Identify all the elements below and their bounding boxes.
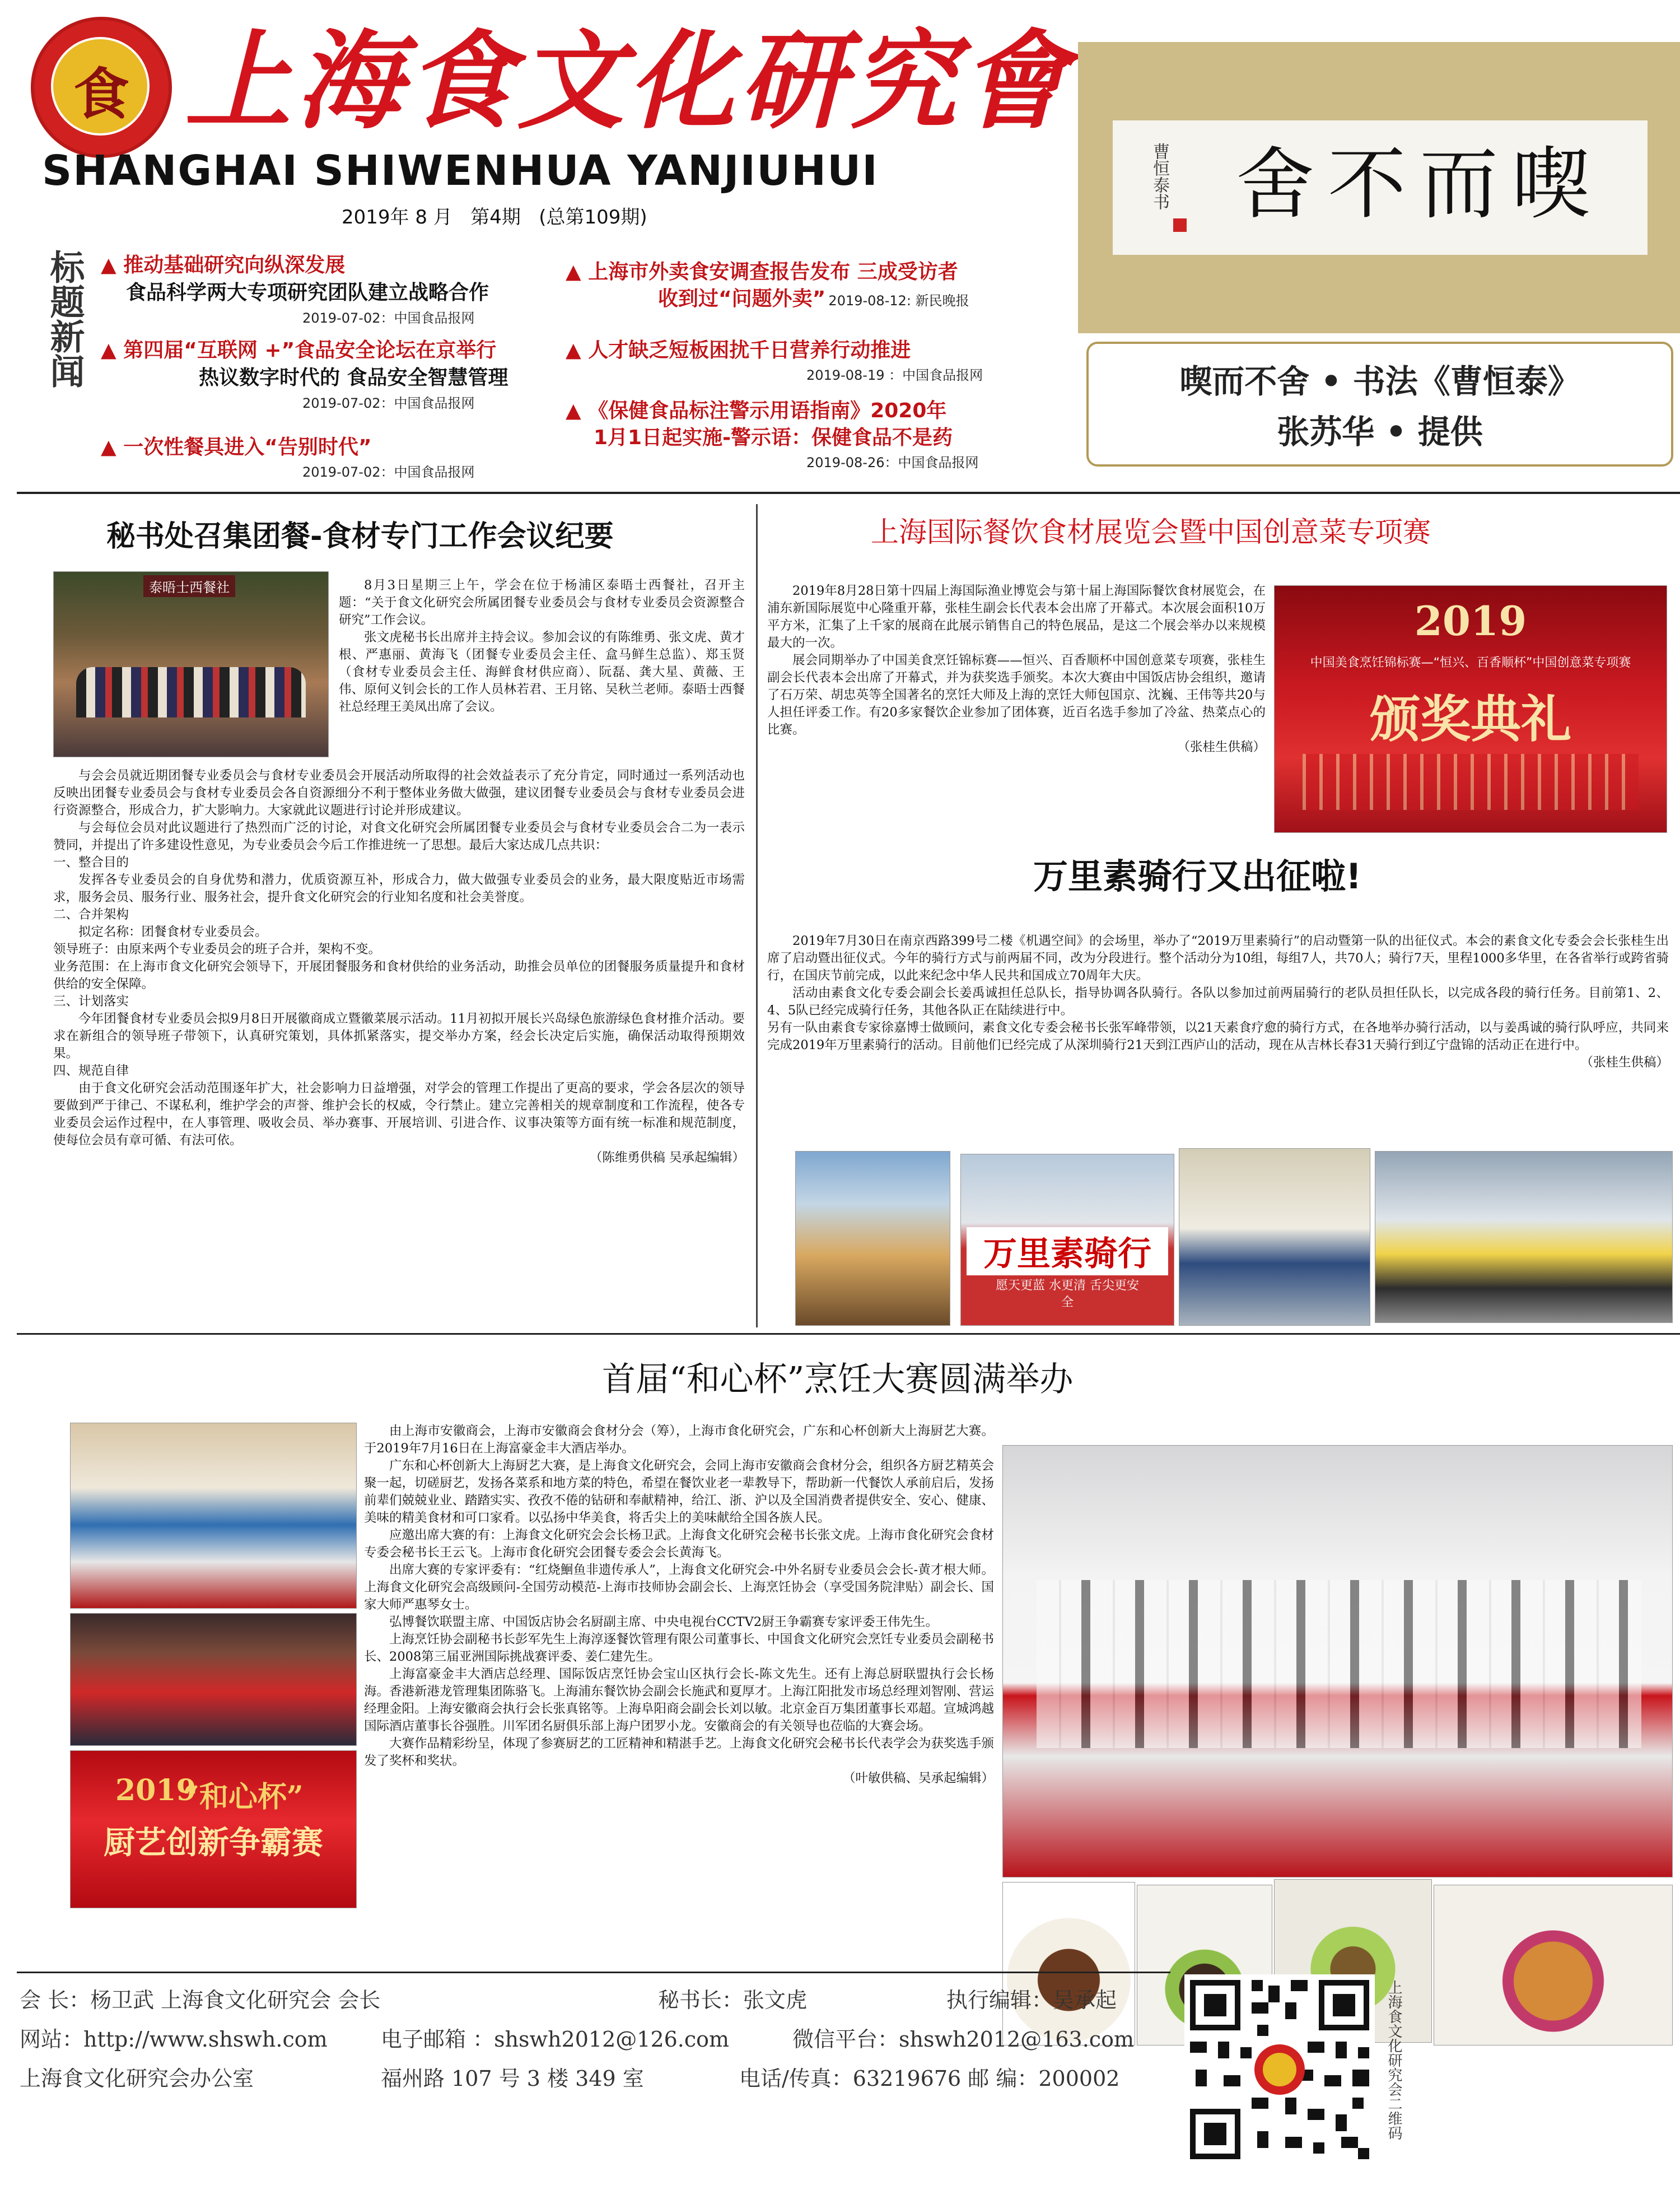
qr-code-icon[interactable] — [1184, 1974, 1375, 2165]
article4-photo-dish-4 — [1434, 1885, 1673, 2045]
footer-website[interactable]: 网站：http://www.shswh.com — [20, 2027, 328, 2052]
article3-banner-sub: 愿天更蓝 水更清 舌尖更安全 — [996, 1279, 1139, 1310]
article4-photo-group-red — [70, 1613, 357, 1746]
headline-left-1[interactable]: ▲ 推动基础研究向纵深发展 食品科学两大专项研究团队建立战略合作 2019-07-02：中国食品报网 — [101, 254, 489, 326]
headline-news-label: 标题新闻 — [44, 249, 85, 388]
calligraphy-seal-text: 曹恒泰书 — [1150, 143, 1169, 210]
article3-banner-text: 万里素骑行 — [967, 1227, 1168, 1275]
calligraphy-artwork: 喫而不舍 — [1236, 139, 1604, 230]
article1-body: 与会会员就近期团餐专业委员会与食材专业委员会开展活动所取得的社会效益表示了充分肯定，同时通过一系列活动也反映出团餐专业委员会与食材专业委员会各自资源细分不利于整体业务做大做强，建议团餐专业委员会与食材专业委员会进行资源整合，形成合力，扩大影响力。大家就此议题进行讨论并形成建议。 与会每位会员对此议题进行了热烈而广泛的讨论，对食文化研究会所属团餐专业委员会与食材专业委员会合二为一表示赞同，并提出了许多建设性意见，为专业委员会今后工作推进统一了思想。最后大家达成几点共识： 一、整合目的 发挥各专业委员会的自身优势和潜力，优质资源互补，形成合力，做大做强专业委员会的业务，最大限度贴近市场需求，服务会员、服务行业、服务社会，提升食文化研究会的行业知名度和社会美誉度。 二、合并架构 拟定名称：团餐食材专业委员会。 领导班子：由原来两个专业委员会的班子合并，架构不变。 业务范围：在上海市食文化研究会领导下，开展团餐服务和食材供给的业务活动，助推会员单位的团餐服务质量提升和食材供给的安全保障。 三、计划落实 今年团餐食材专业委员会拟9月8日开展徽商成立暨徽菜展示活动。11月初拟开展长兴岛绿色旅游绿色食材推介活动。要求在新组合的领导班子带领下，认真研究策划，具体抓紧落实，提交举办方案，经会长决定后实施，确保活动取得预期效果。 四、规范自律 由于食文化研究会活动范围逐年扩大，社会影响力日益增强，对学会的管理工作提出了更高的要求，学会各层次的领导要做到严于律己、不谋私利，维护学会的声誉、维护会长的权威，令行禁止。建立完善相关的规章制度和工作流程，使各专业委员会运作过程中，在人事管理、吸收会员、举办赛事、开展培训、引进合作、议事决策等方面有统一标准和规范制度，使每位会员有章可循、有法可依。 （陈维勇供稿 吴承起编辑） — [53, 768, 745, 1165]
article3-title: 万里素骑行又出征啦! — [1033, 856, 1362, 897]
article1-photo-sign: 泰晤士西餐社 — [143, 575, 235, 597]
article2-photo-year: 2019 — [1414, 597, 1527, 645]
issue-line: 2019年 8 月 第4期 (总第109期) — [342, 206, 647, 229]
qr-code-graphic — [1184, 1974, 1375, 2165]
article2-photo-title: 颁奖典礼 — [1370, 689, 1571, 749]
article4-photo-award — [70, 1423, 357, 1609]
article4-title: 首届“和心杯”烹饪大赛圆满举办 — [602, 1360, 1074, 1399]
article3-body: 2019年7月30日在南京西路399号二楼《机遇空间》的会场里，举办了“2019万里素骑行”的启动暨第一队的出征仪式。本会的素食文化专委会会长张桂生出席了启动暨出征仪式。今年的骑行方式与前两届不同，改为分段进行。整个活动分为10组，每组7人，共70人；骑行7天，里程1000多华里，在各省举行或跨省骑行，在国庆节前完成，以此来纪念中华人民共和国成立70周年大庆。 活动由素食文化专委会副会长姜禹诚担任总队长，指导协调各队骑行。各队以参加过前两届骑行的老队员担任队长，以完成各段的骑行任务。目前第1、2、4、5队已经完成骑行任务，其他各队正在陆续进行中。 另有一队由素食专家徐嘉博士做顾问，素食文化专委会秘书长张军峰带领，以21天素食疗愈的骑行方式，在各地举办骑行活动，以与姜禹诚的骑行队呼应，共同来完成2019年万里素骑行的活动。目前他们已经完成了从深圳骑行21天到江西庐山的活动，现在从吉林长春31天骑行到辽宁盘锦的活动正在进行中。 （张桂生供稿） — [767, 934, 1669, 1070]
masthead-title-cn: 上海食文化研究會 — [185, 18, 1072, 143]
logo-char: 食 — [73, 62, 129, 127]
masthead-title-en: SHANGHAI SHIWENHUA YANJIUHUI — [42, 147, 879, 195]
footer-address: 福州路 107 号 3 楼 349 室 — [381, 2066, 644, 2091]
footer-wechat[interactable]: 微信平台：shswh2012@163.com — [792, 2027, 1134, 2052]
article4-photo-backdrop — [70, 1750, 357, 1908]
footer-secretary: 秘书长：张文虎 — [658, 1988, 808, 2012]
logo-seal — [31, 17, 172, 158]
footer-president: 会 长：杨卫武 上海食文化研究会 会长 — [20, 1988, 381, 2012]
calligraphy-frame — [1078, 42, 1680, 333]
qr-label: 上海食文化研究会二维码 — [1385, 1980, 1402, 2140]
divider-footer — [17, 1972, 1170, 1973]
footer-email[interactable]: 电子邮箱 ：shswh2012@126.com — [381, 2027, 730, 2052]
calligraphy-caption-1: 喫而不舍 • 书法《曹恒泰》 — [1179, 362, 1580, 400]
article4-photo-dish-1 — [1002, 1882, 1135, 2045]
article4-photo-title2: 厨艺创新争霸赛 — [104, 1824, 323, 1861]
divider-middle — [17, 1333, 1680, 1335]
article1-intro: 8月3日星期三上午，学会在位于杨浦区泰晤士西餐社，召开主题：“关于食文化研究会所属团餐专业委员会与食材专业委员会资源整合研究”工作会议。 张文虎秘书长出席并主持会议。参加会议的有陈维勇、张文虎、黄才根、严惠丽、黄海飞（团餐专业委员会主任、盒马鲜生总监）、郑玉贤（食材专业委员会主任、海鲜食材供应商）、阮磊、龚大星、黄薇、王伟、原何义钊会长的工作人员林若君、王月铭、吴秋兰老师。泰晤士西餐社总经理王美凤出席了会议。 — [339, 578, 745, 714]
divider-top — [17, 492, 1680, 494]
calligraphy-caption-2: 张苏华 • 提供 — [1277, 413, 1483, 451]
article2-body: 2019年8月28日第十四届上海国际渔业博览会与第十届上海国际餐饮食材展览会，在浦东新国际展览中心隆重开幕，张桂生副会长代表本会出席了开幕式。本次展会面积10万平方米，汇集了上千家的展商在此展示销售自己的特色展品，是这二个展会举办以来规模最大的一次。 展会同期举办了中国美食烹饪锦标赛——恒兴、百香顺杯中国创意菜专项赛，张桂生副会长代表本会出席了开幕式，并为获奖选手颁奖。本次大赛由中国饭店协会组织，邀请了石万荣、胡忠英等全国著名的烹饪大师及上海的烹饪大师包国京、沈巍、王伟等共20与人担任评委工作。有20多家餐饮企业参加了团体赛，近百名选手参加了冷盆、热菜点心的比赛。 （张桂生供稿） — [767, 584, 1266, 754]
headline-left-3[interactable]: ▲ 一次性餐具进入“告别时代” 2019-07-02：中国食品报网 — [101, 436, 475, 480]
headline-left-2[interactable]: ▲ 第四届“互联网 +”食品安全论坛在京举行 热议数字时代的 食品安全智慧管理 2019-07-02：中国食品报网 — [101, 339, 508, 411]
article2-photo-banner: 中国美食烹饪锦标赛—“恒兴、百香顺杯”中国创意菜专项赛 — [1310, 656, 1631, 670]
article2-title: 上海国际餐饮食材展览会暨中国创意菜专项赛 — [871, 516, 1431, 548]
article3-photo-4 — [1375, 1151, 1673, 1323]
article3-photo-banner — [960, 1154, 1174, 1326]
article3-photo-1 — [795, 1151, 950, 1326]
article4-photo-title1: “和心杯” — [183, 1780, 304, 1814]
calligraphy-paper — [1113, 120, 1648, 255]
calligraphy-caption-box — [1086, 342, 1673, 467]
footer-phone: 电话/传真：63219676 邮 编：200002 — [739, 2066, 1120, 2091]
article2-award-photo — [1274, 585, 1667, 833]
article1-group-photo — [53, 571, 329, 757]
footer-editor: 执行编辑：吴承起 — [946, 1988, 1117, 2012]
article4-photo-chefs — [1002, 1445, 1673, 1877]
article1-title: 秘书处召集团餐-食材专门工作会议纪要 — [106, 520, 614, 553]
column-divider — [756, 504, 758, 1327]
article4-photo-year: 2019 — [115, 1773, 197, 1807]
red-seal-icon — [1173, 218, 1187, 232]
headline-right-3[interactable]: ▲ 《保健食品标注警示用语指南》2020年 1月1日起实施-警示语：保健食品不是药 2019-08-26：中国食品报网 — [566, 399, 979, 470]
headline-right-1[interactable]: ▲ 上海市外卖食安调查报告发布 三成受访者 收到过“问题外卖” 2019-08-12: 新民晚报 — [566, 260, 969, 310]
headline-right-2[interactable]: ▲ 人才缺乏短板困扰千日营养行动推进 2019-08-19 ：中国食品报网 — [566, 339, 983, 383]
article4-body: 由上海市安徽商会，上海市安徽商会食材分会（筹），上海市食化研究会，广东和心杯创新大上海厨艺大赛。于2019年7月16日在上海富豪金丰大酒店举办。 广东和心杯创新大上海厨艺大赛，是上海食文化研究会，会同上海市安徽商会食材分会，组织各方厨艺精英会聚一起，切磋厨艺，发扬各菜系和地方菜的特色，希望在餐饮业老一辈教导下，帮助新一代餐饮人承前启后，发扬前辈们兢兢业业、踏踏实实、孜孜不倦的钻研和奉献精神，给江、浙、沪以及全国消费者提供安全、安心、健康、美味的精美食材和可口家肴。以弘扬中华美食，将舌尖上的美味献给全国各族人民。 应邀出席大赛的有：上海食文化研究会会长杨卫武。上海食文化研究会秘书长张文虎。上海市食化研究会食材专委会秘书长王云飞。上海市食化研究会团餐专委会会长黄海飞。 出席大赛的专家评委有：“红烧鮰鱼非遗传承人”，上海食文化研究会-中外名厨专业委员会会长-黄才根大师。上海食文化研究会高级顾问-全国劳动模范-上海市技师协会副会长、上海烹饪协会（享受国务院津贴）副会长、国家大师严惠琴女士。 弘博餐饮联盟主席、中国饭店协会名厨副主席、中央电视台CCTV2厨王争霸赛专家评委王伟先生。 上海烹饪协会副秘书长彭军先生上海淳逐餐饮管理有限公司董事长、中国食文化研究会烹饪专业委员会副秘书长、2008第三届亚洲国际挑战赛评委、姜仁建先生。 上海富豪金丰大酒店总经理、国际饭店烹饪协会宝山区执行会长-陈文先生。还有上海总厨联盟执行会长杨海。香港新港龙管理集团陈骆飞。上海浦东餐饮协会副会长施武和夏厚才。上海江阳批发市场总经理刘智刚、营运经理金阳。上海安徽商会执行会长张真铭等。上海阜阳商会副会长刘以敏。北京金百万集团董事长邓超。宣城鸿越国际酒店董事长谷强胜。川军团名厨俱乐部上海户团罗小龙。安徽商会的有关领导也莅临的大赛会场。 大赛作品精彩纷呈，体现了参赛厨艺的工匠精神和精湛手艺。上海食文化研究会秘书长代表学会为获奖选手颁发了奖杯和奖状。 （叶敏供稿、吴承起编辑） — [364, 1424, 995, 1786]
footer-office: 上海食文化研究会办公室 — [20, 2066, 254, 2091]
article3-photo-3 — [1179, 1148, 1370, 1326]
